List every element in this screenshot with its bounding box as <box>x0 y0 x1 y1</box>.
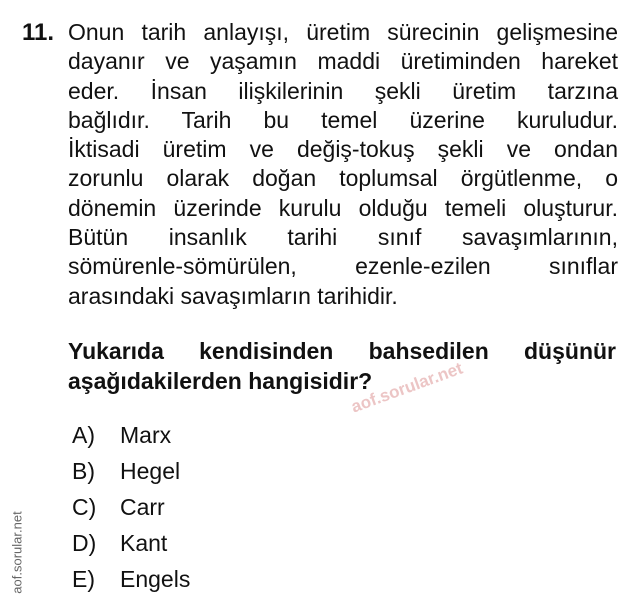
option-letter: E) <box>72 565 95 592</box>
option-letter: A) <box>72 421 95 448</box>
prompt-line: Yukarıda kendisinden bahsedilen düşünür <box>68 338 616 364</box>
option-letter: D) <box>72 529 97 556</box>
passage-line: dönemin üzerinde kurulu olduğu temeli oluşturur. <box>68 194 618 221</box>
option-d[interactable] <box>72 525 190 561</box>
question-passage <box>68 18 618 311</box>
option-letter: C) <box>72 493 97 520</box>
option-a[interactable] <box>72 417 190 453</box>
option-text: Engels <box>120 565 191 592</box>
side-watermark: aof.sorular.net <box>9 511 25 594</box>
option-c[interactable] <box>72 489 190 525</box>
passage-line: Onun tarih anlayışı, üretim sürecinin gelişmesine <box>68 19 618 45</box>
passage-line: İktisadi üretim ve değiş-tokuş şekli ve ondan <box>68 136 618 163</box>
passage-line: zorunlu olarak doğan toplumsal örgütlenme, o <box>68 165 618 192</box>
passage-line: eder. İnsan ilişkilerinin şekli üretim tarzına <box>68 77 618 104</box>
passage-line: dayanır ve yaşamın maddi üretiminden hareket <box>68 48 618 75</box>
option-text: Hegel <box>120 457 181 484</box>
option-text: Kant <box>120 529 168 556</box>
prompt-line: aşağıdakilerden hangisidir? <box>68 368 373 394</box>
option-text: Marx <box>120 421 172 448</box>
option-text: Carr <box>120 493 165 520</box>
question-prompt <box>68 336 616 396</box>
watermark: aof.sorular.net <box>348 358 466 417</box>
answer-options <box>72 417 190 597</box>
passage-line: sömürenle-sömürülen, ezenle-ezilen sınıflar <box>68 253 618 280</box>
passage-line: bağlıdır. Tarih bu temel üzerine kuruludur. <box>68 106 618 133</box>
question-number: 11. <box>22 19 55 46</box>
option-e[interactable] <box>72 561 190 597</box>
option-b[interactable] <box>72 453 190 489</box>
passage-line: Bütün insanlık tarihi sınıf savaşımlarının, <box>68 224 618 251</box>
passage-line: arasındaki savaşımların tarihidir. <box>68 282 398 309</box>
option-letter: B) <box>72 457 95 484</box>
